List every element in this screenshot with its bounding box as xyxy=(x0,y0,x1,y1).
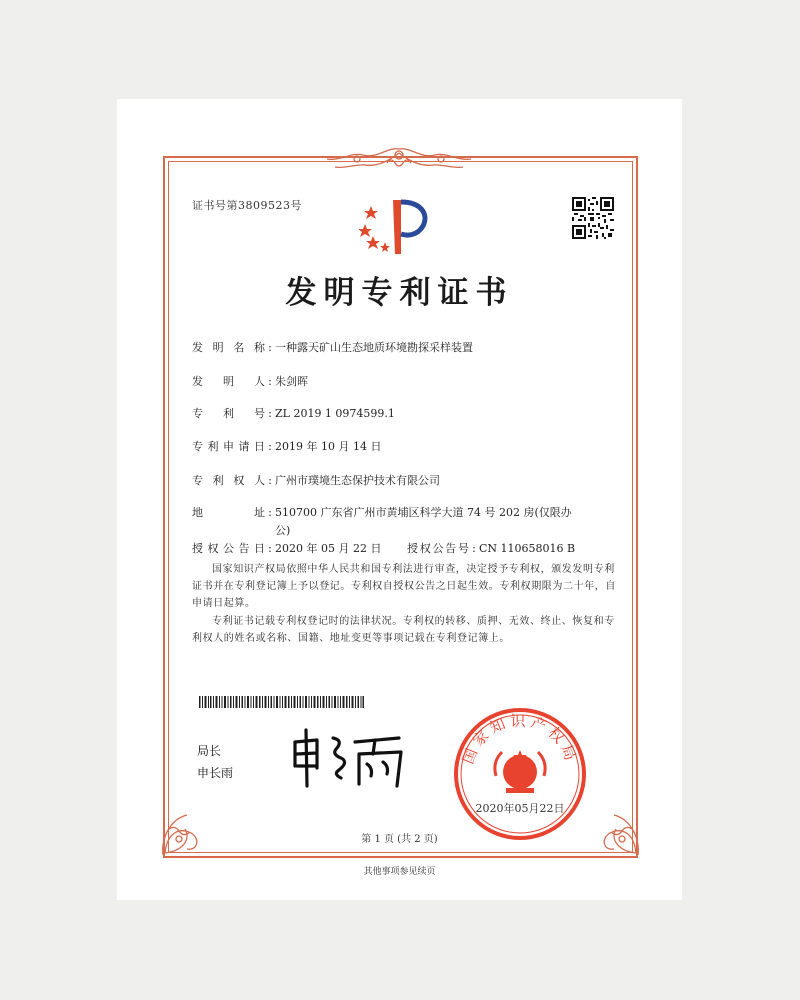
address-value: 510700 广东省广州市黄埔区科学大道 74 号 202 房(仅限办公) xyxy=(275,506,572,537)
field-filing-date xyxy=(192,438,381,454)
inventor-value: 朱剑晖 xyxy=(275,375,308,388)
field-label: 发明名称 xyxy=(192,341,265,354)
field-separator: : xyxy=(268,474,272,487)
field-label: 授权公告日 xyxy=(192,542,265,555)
cnipa-logo-icon xyxy=(359,196,439,258)
invention-name-value: 一种露天矿山生态地质环境勘探采样装置 xyxy=(275,341,473,354)
patentee-value: 广州市璞境生态保护技术有限公司 xyxy=(275,474,440,487)
field-grant-number xyxy=(407,540,575,556)
certificate-legal-paragraph: 专利证书记载专利权登记时的法律状况。专利权的转移、质押、无效、终止、恢复和专利权人的姓名或名称、国籍、地址变更等事项记载在专利登记簿上。 xyxy=(192,616,615,644)
field-separator: : xyxy=(268,375,272,388)
field-separator: : xyxy=(268,542,272,555)
field-separator: : xyxy=(268,506,272,519)
certificate-paper xyxy=(117,99,682,900)
patent-number-value: ZL 2019 1 0974599.1 xyxy=(275,407,395,420)
certificate-title: 发明专利证书 xyxy=(285,275,514,311)
field-label: 发明人 xyxy=(192,375,265,388)
field-label: 专利权人 xyxy=(192,474,265,487)
field-label: 授权公告号 xyxy=(407,542,469,555)
field-separator: : xyxy=(472,542,476,555)
page-number: 第 1 页 (共 2 页) xyxy=(361,834,438,845)
field-label: 地址 xyxy=(192,506,265,519)
field-patentee xyxy=(192,472,440,488)
field-inventor xyxy=(192,373,308,389)
barcode-icon xyxy=(199,696,364,708)
director-title: 局长 xyxy=(197,744,222,758)
certificate-number: 证书号第3809523号 xyxy=(192,199,302,212)
director-signature xyxy=(287,724,417,794)
grant-number-value: CN 110658016 B xyxy=(479,542,576,555)
field-separator: : xyxy=(268,341,272,354)
field-patent-number xyxy=(192,405,395,421)
qr-code-icon xyxy=(572,197,614,239)
corner-ornament-icon xyxy=(157,789,227,859)
official-seal xyxy=(452,706,588,842)
seal-text: 国家知识产权局 xyxy=(458,712,582,767)
field-separator: : xyxy=(268,440,272,453)
director-name: 申长雨 xyxy=(197,766,234,780)
seal-date: 2020年05月22日 xyxy=(475,802,565,815)
field-label: 专利号 xyxy=(192,407,265,420)
certificate-statement-paragraph: 国家知识产权局依照中华人民共和国专利法进行审查，决定授予专利权，颁发发明专利证书并在专利登记簿上予以登记。专利权自授权公告之日起生效。专利权期限为二十年，自申请日起算。 xyxy=(192,564,616,609)
field-separator: : xyxy=(268,407,272,420)
footer-note: 其他事项参见续页 xyxy=(363,867,436,877)
filing-date-value: 2019 年 10 月 14 日 xyxy=(275,440,382,453)
top-ornament-icon xyxy=(317,145,482,175)
field-label: 专利申请日 xyxy=(192,440,265,453)
grant-date-value: 2020 年 05 月 22 日 xyxy=(275,542,382,555)
field-invention-name xyxy=(192,339,473,355)
field-address xyxy=(192,504,575,540)
field-grant-date xyxy=(192,540,381,556)
